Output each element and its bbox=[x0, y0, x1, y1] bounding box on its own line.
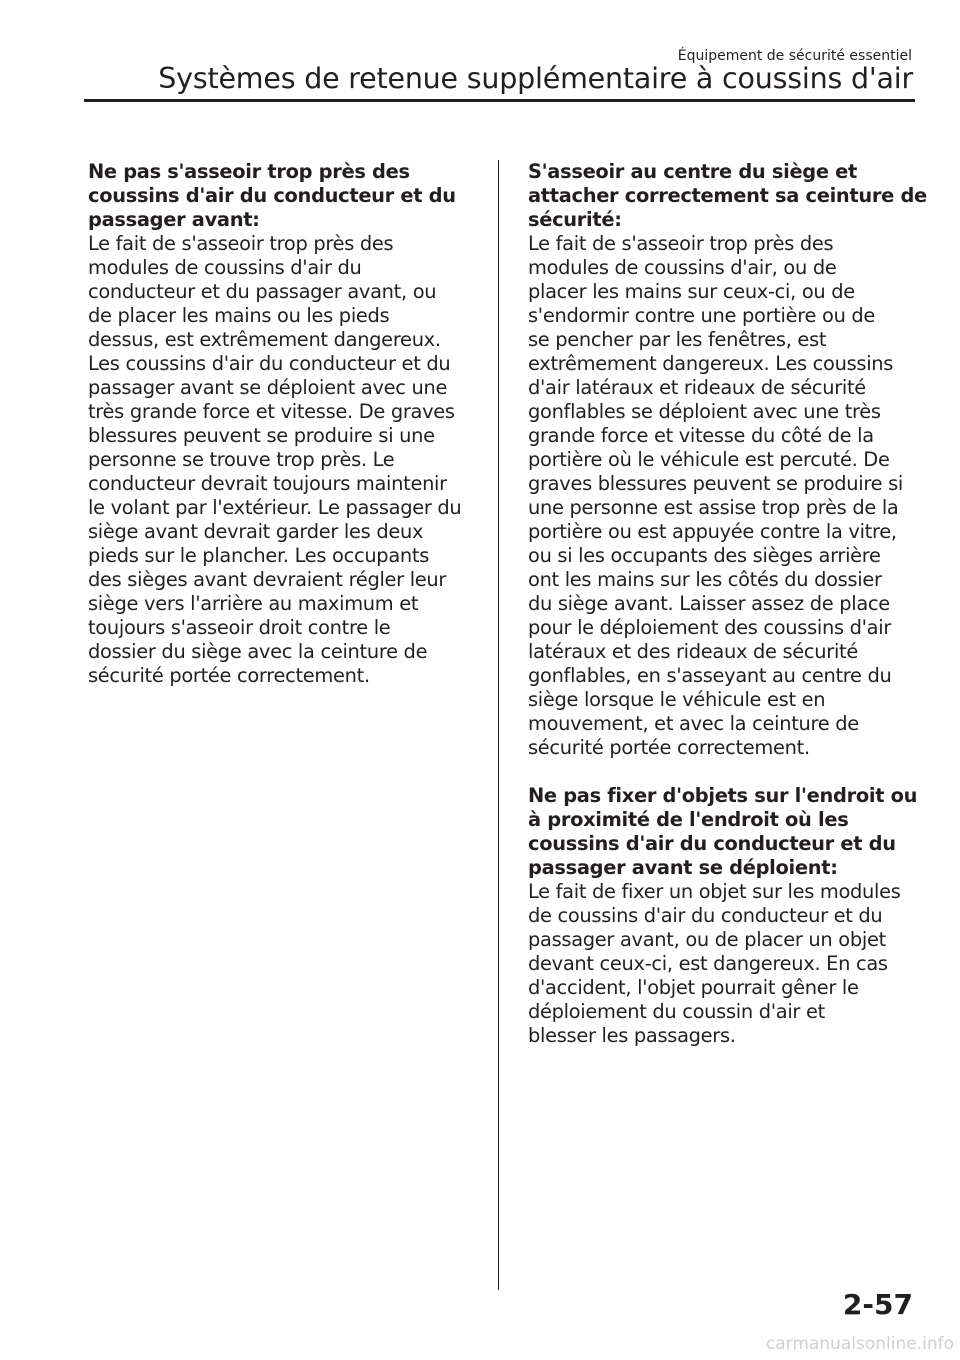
left-body-line: sécurité portée correctement. bbox=[88, 664, 370, 687]
right-body-line: se pencher par les fenêtres, est bbox=[528, 328, 827, 351]
left-heading-line: coussins d'air du conducteur et du bbox=[88, 184, 456, 207]
right-body-line: une personne est assise trop près de la bbox=[528, 496, 899, 519]
left-body-line: modules de coussins d'air du bbox=[88, 256, 362, 279]
left-body-line: blessures peuvent se produire si une bbox=[88, 424, 435, 447]
header-rule bbox=[84, 99, 915, 102]
right-body-line: Le fait de s'asseoir trop près des bbox=[528, 232, 834, 255]
right-body-line: placer les mains sur ceux-ci, ou de bbox=[528, 280, 855, 303]
right-body-line: pour le déploiement des coussins d'air bbox=[528, 616, 892, 639]
right-body-line: devant ceux-ci, est dangereux. En cas bbox=[528, 952, 888, 975]
left-body-line: pieds sur le plancher. Les occupants bbox=[88, 544, 429, 567]
right-body-line: portière où le véhicule est percuté. De bbox=[528, 448, 890, 471]
right-body-line: graves blessures peuvent se produire si bbox=[528, 472, 904, 495]
right-body-line: blesser les passagers. bbox=[528, 1024, 736, 1047]
left-body-line: siège avant devrait garder les deux bbox=[88, 520, 424, 543]
left-body-line: conducteur devrait toujours maintenir bbox=[88, 472, 447, 495]
right-body-line: de coussins d'air du conducteur et du bbox=[528, 904, 883, 927]
right-body-line: siège lorsque le véhicule est en bbox=[528, 688, 826, 711]
left-body-line: très grande force et vitesse. De graves bbox=[88, 400, 455, 423]
right-body-line: gonflables se déploient avec une très bbox=[528, 400, 881, 423]
left-body-line: Les coussins d'air du conducteur et du bbox=[88, 352, 451, 375]
right-body-line: du siège avant. Laisser assez de place bbox=[528, 592, 890, 615]
column-divider bbox=[498, 160, 499, 1290]
right-body-line: d'accident, l'objet pourrait gêner le bbox=[528, 976, 859, 999]
left-heading-line: passager avant: bbox=[88, 208, 260, 231]
right-body-line: s'endormir contre une portière ou de bbox=[528, 304, 876, 327]
right-body-line: ou si les occupants des sièges arrière bbox=[528, 544, 881, 567]
right-body-line: Le fait de fixer un objet sur les modules bbox=[528, 880, 901, 903]
right-body-line: mouvement, et avec la ceinture de bbox=[528, 712, 859, 735]
left-body-line: dessus, est extrêmement dangereux. bbox=[88, 328, 441, 351]
left-body-line: le volant par l'extérieur. Le passager du bbox=[88, 496, 462, 519]
right-body-line: grande force et vitesse du côté de la bbox=[528, 424, 874, 447]
right-body-line: sécurité portée correctement. bbox=[528, 736, 810, 759]
right-body-line: gonflables, en s'asseyant au centre du bbox=[528, 664, 892, 687]
right-heading-line: attacher correctement sa ceinture de bbox=[528, 184, 927, 207]
right-body-line: ont les mains sur les côtés du dossier bbox=[528, 568, 882, 591]
right-body-line: passager avant, ou de placer un objet bbox=[528, 928, 886, 951]
left-heading-line: Ne pas s'asseoir trop près des bbox=[88, 160, 410, 183]
watermark-text: carmanualsonline.info bbox=[765, 1334, 954, 1354]
left-body-line: de placer les mains ou les pieds bbox=[88, 304, 390, 327]
right-body-line: latéraux et des rideaux de sécurité bbox=[528, 640, 858, 663]
page-number: 2-57 bbox=[842, 1288, 913, 1321]
paragraph-gap bbox=[528, 760, 927, 784]
page-header bbox=[0, 0, 960, 110]
left-body-line: dossier du siège avec la ceinture de bbox=[88, 640, 428, 663]
right-heading-line: Ne pas fixer d'objets sur l'endroit ou bbox=[528, 784, 918, 807]
right-heading-line: sécurité: bbox=[528, 208, 622, 231]
right-body-line: déploiement du coussin d'air et bbox=[528, 1000, 825, 1023]
right-column bbox=[528, 160, 927, 1048]
right-heading-line: à proximité de l'endroit où les bbox=[528, 808, 849, 831]
left-body-line: Le fait de s'asseoir trop près des bbox=[88, 232, 394, 255]
right-heading-line: coussins d'air du conducteur et du bbox=[528, 832, 896, 855]
right-heading-line: passager avant se déploient: bbox=[528, 856, 838, 879]
chapter-title: Systèmes de retenue supplémentaire à coussins d'air bbox=[158, 62, 913, 95]
right-heading-line: S'asseoir au centre du siège et bbox=[528, 160, 858, 183]
left-body-line: toujours s'asseoir droit contre le bbox=[88, 616, 391, 639]
right-body-line: modules de coussins d'air, ou de bbox=[528, 256, 837, 279]
left-body-line: conducteur et du passager avant, ou bbox=[88, 280, 437, 303]
right-body-line: portière ou est appuyée contre la vitre, bbox=[528, 520, 897, 543]
left-body-line: personne se trouve trop près. Le bbox=[88, 448, 395, 471]
right-body-line: extrêmement dangereux. Les coussins bbox=[528, 352, 894, 375]
left-body-line: siège vers l'arrière au maximum et bbox=[88, 592, 419, 615]
left-body-line: passager avant se déploient avec une bbox=[88, 376, 448, 399]
right-body-line: d'air latéraux et rideaux de sécurité bbox=[528, 376, 866, 399]
left-body-line: des sièges avant devraient régler leur bbox=[88, 568, 447, 591]
left-column bbox=[88, 160, 461, 688]
section-label: Équipement de sécurité essentiel bbox=[677, 48, 912, 64]
